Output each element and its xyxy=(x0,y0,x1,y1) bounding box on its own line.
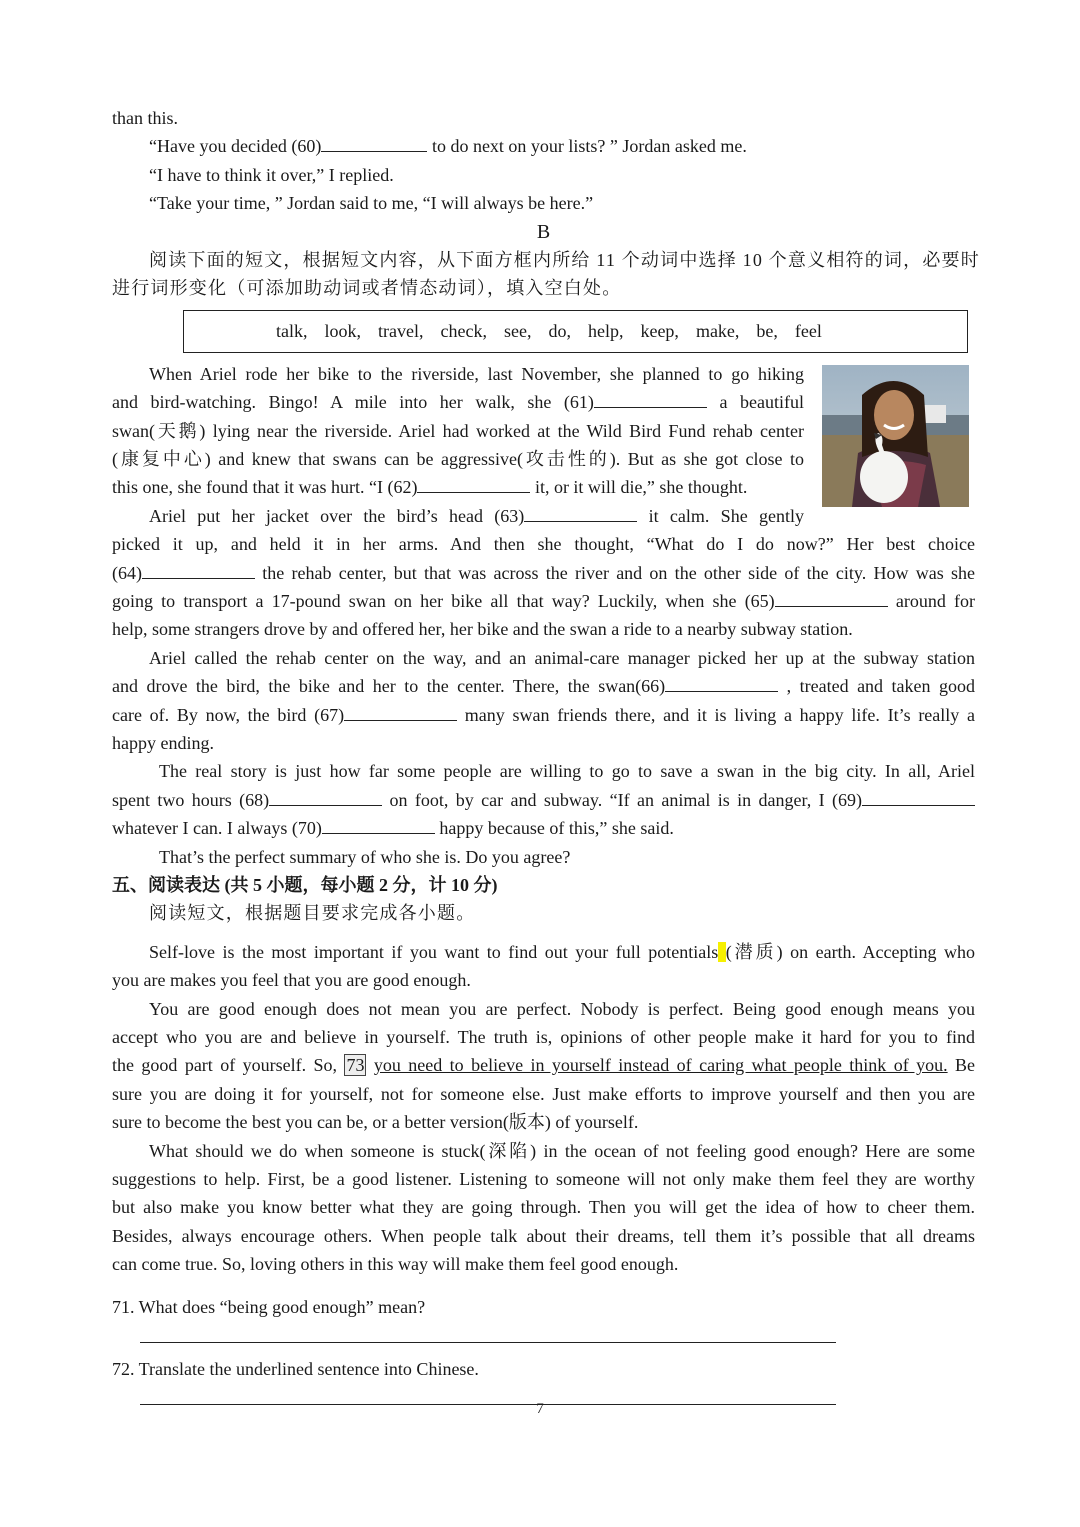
section-heading-v: 五、阅读表达 (共 5 小题，每小题 2 分，计 10 分) xyxy=(112,874,498,895)
text-line: That’s the perfect summary of who she is. Do you agree? xyxy=(159,846,571,867)
text-line: Self-love is the most important if you want to find out your full potentials (潜质) on earth. Accepting who xyxy=(149,941,975,962)
word-bank-box xyxy=(183,310,968,353)
text-line: care of. By now, the bird (67) many swan friends there, and it is living a happy life. It’s really a xyxy=(112,704,975,725)
question-71: 71. What does “being good enough” mean? xyxy=(112,1296,426,1317)
text-line: Ariel put her jacket over the bird’s head (63) it calm. She gently xyxy=(149,505,804,526)
text-line: suggestions to help. First, be a good listener. Listening to someone will not only make them feel they are worthy xyxy=(112,1168,975,1189)
word-option: look, xyxy=(324,321,362,341)
text-line: sure you are doing it for yourself, not for someone else. Just make efforts to improve yourself and then you are xyxy=(112,1083,975,1104)
answer-blank-61[interactable] xyxy=(594,390,707,408)
word-option: be, xyxy=(756,321,778,341)
text-line: Besides, always encourage others. When people talk about their dreams, tell them it’s possible that all dreams xyxy=(112,1225,975,1246)
text-line: picked it up, and held it in her arms. And then she thought, “What do I do now?” Her best choice xyxy=(112,534,975,555)
question-marker-73: 73 xyxy=(346,1055,365,1076)
text-line: swan(天鹅) lying near the riverside. Ariel had worked at the Wild Bird Fund rehab center xyxy=(112,420,804,441)
photo-woman-holding-swan xyxy=(822,365,969,507)
answer-blank-63[interactable] xyxy=(524,504,637,522)
answer-blank-70[interactable] xyxy=(322,816,435,834)
text-line: accept who you are and believe in yourself. The truth is, opinions of other people make it hard for you to find xyxy=(112,1026,975,1047)
text-line: you are makes you feel that you are good enough. xyxy=(112,970,471,991)
word-option: do, xyxy=(548,321,571,341)
answer-blank-62[interactable] xyxy=(417,475,530,493)
text-line: You are good enough does not mean you are perfect. Nobody is perfect. Being good enough means you xyxy=(149,998,975,1019)
word-option: travel, xyxy=(378,321,424,341)
text-line: “I have to think it over,” I replied. xyxy=(149,164,394,185)
text-line: going to transport a 17-pound swan on her bike all that way? Luckily, when she (65) around for xyxy=(112,590,975,611)
text-line: “Take your time, ” Jordan said to me, “I will always be here.” xyxy=(149,193,594,214)
text-line: and bird-watching. Bingo! A mile into her walk, she (61) a beautiful xyxy=(112,392,804,413)
answer-blank-60[interactable] xyxy=(321,134,427,152)
text-line: (康复中心) and knew that swans can be aggressive(攻击性的). But as she got close to xyxy=(112,449,804,470)
text-line: Ariel called the rehab center on the way, and an animal-care manager picked her up at the subway station xyxy=(149,647,975,668)
answer-blank-66[interactable] xyxy=(665,674,778,692)
text-line: and drove the bird, the bike and her to the center. There, the swan(66) , treated and taken good xyxy=(112,676,975,697)
text-line: “Have you decided (60) to do next on your lists? ” Jordan asked me. xyxy=(149,136,747,157)
question-72: 72. Translate the underlined sentence into Chinese. xyxy=(112,1358,479,1379)
text-line: but also make you know better what they are going through. Then you will get the idea of how to cheer them. xyxy=(112,1197,975,1218)
answer-blank-68[interactable] xyxy=(269,788,382,806)
word-option: keep, xyxy=(640,321,679,341)
word-option: help, xyxy=(587,321,624,341)
text-line: (64) the rehab center, but that was across the river and on the other side of the city. How was she xyxy=(112,562,975,583)
word-option: feel xyxy=(794,321,822,341)
text-line: sure to become the best you can be, or a better version(版本) of yourself. xyxy=(112,1112,639,1133)
text-line: than this. xyxy=(112,108,178,128)
answer-blank-65[interactable] xyxy=(775,589,888,607)
answer-blank-69[interactable] xyxy=(862,788,975,806)
text-line: spent two hours (68) on foot, by car and subway. “If an animal is in danger, I (69) xyxy=(112,786,975,814)
text-line: this one, she found that it was hurt. “I (62) it, or it will die,” she thought. xyxy=(112,477,748,498)
section-heading-b: B xyxy=(536,220,551,243)
word-option: check, xyxy=(440,321,487,341)
answer-blank-64[interactable] xyxy=(142,561,255,579)
text-line: the good part of yourself. So, 73 you need to believe in yourself instead of caring what people think of you. Be xyxy=(112,1055,975,1076)
text-line: can come true. So, loving others in this way will make them feel good enough. xyxy=(112,1254,679,1275)
word-option: see, xyxy=(503,321,532,341)
instruction-text: 阅读下面的短文，根据短文内容，从下面方框内所给 11 个动词中选择 10 个意义相符的词，必要时 xyxy=(149,250,980,271)
exam-page xyxy=(112,104,980,1405)
text-line: whatever I can. I always (70) happy because of this,” she said. xyxy=(112,818,674,839)
text-line: help, some strangers drove by and offered her, her bike and the swan a ride to a nearby subway station. xyxy=(112,619,853,640)
text-line: What should we do when someone is stuck(深陷) in the ocean of not feeling good enough? Here are some xyxy=(149,1140,975,1161)
text-line: happy ending. xyxy=(112,732,214,753)
instruction-text: 阅读短文，根据题目要求完成各小题。 xyxy=(149,903,476,924)
instruction-text: 进行词形变化（可添加助动词或者情态动词），填入空白处。 xyxy=(112,278,622,299)
highlight-mark xyxy=(718,942,725,962)
answer-blank-67[interactable] xyxy=(344,703,457,721)
word-option: talk, xyxy=(276,321,308,341)
underlined-sentence: you need to believe in yourself instead of caring what people think of you. xyxy=(373,1055,948,1076)
text-line: When Ariel rode her bike to the riverside, last November, she planned to go hiking xyxy=(149,363,804,384)
text-line: The real story is just how far some people are willing to go to save a swan in the big city. In all, Ariel xyxy=(159,761,975,782)
word-option: make, xyxy=(695,321,740,341)
page-number: 7 xyxy=(536,1401,544,1417)
